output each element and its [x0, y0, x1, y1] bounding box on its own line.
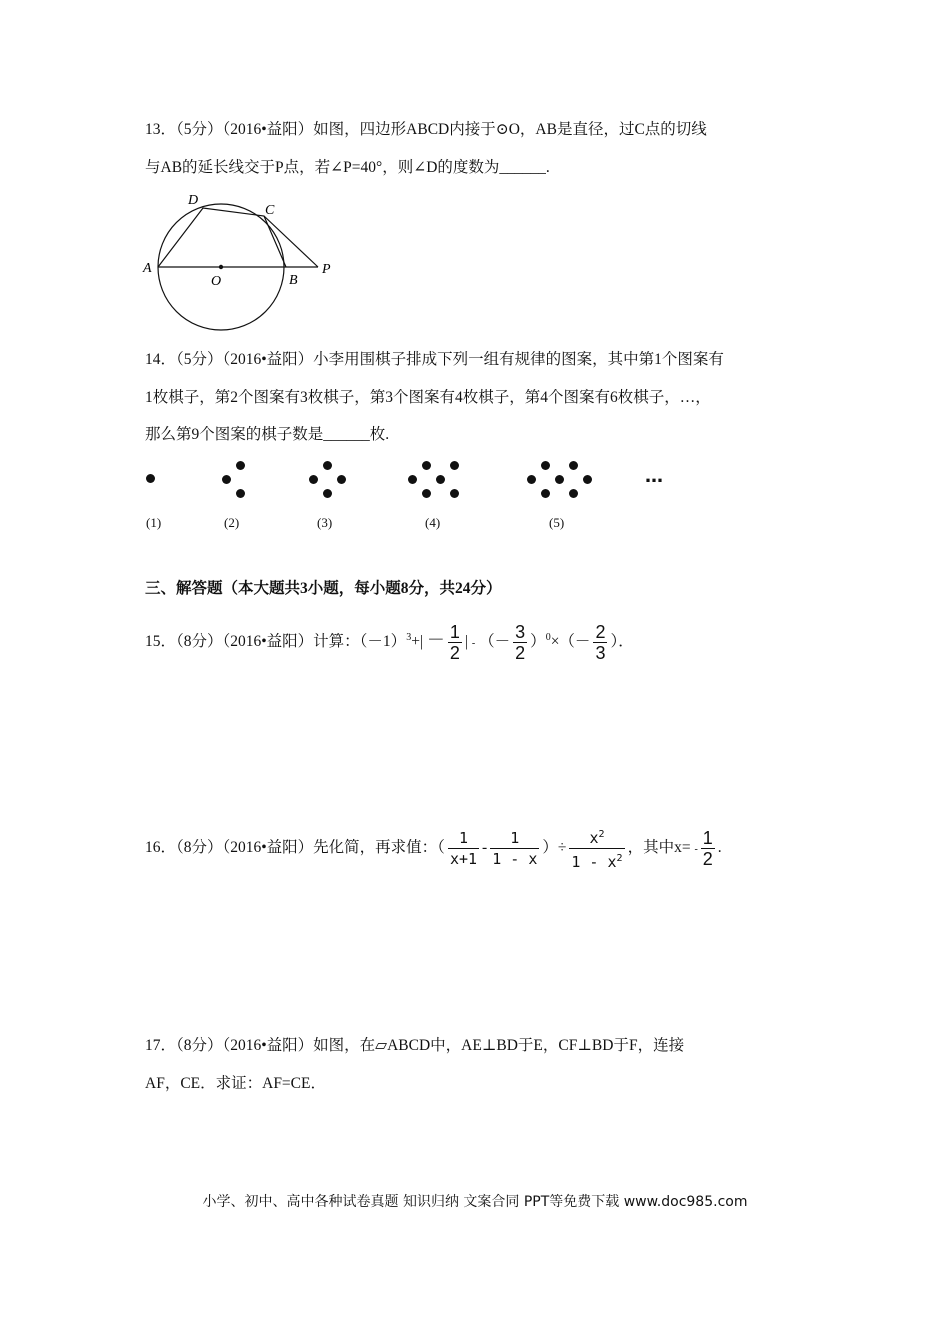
go-stone: [422, 489, 431, 498]
q17-line2: AF，CE．求证：AF=CE．: [145, 1075, 326, 1092]
label-b: B: [289, 273, 298, 288]
q16-fraction-2: $\frac{1}{1 - x}$: [492, 828, 538, 868]
section-heading: 三、解答题（本大题共3小题，每小题8分，共24分）: [145, 580, 502, 597]
go-stone: [583, 475, 592, 484]
pattern-label-2: (2): [224, 515, 240, 530]
go-stone: [555, 475, 564, 484]
tangent-cp: [264, 216, 318, 267]
pattern-label-3: (3): [317, 515, 333, 530]
q16-prefix: 16．（8分）（2016•益阳）先化简，再求值：（: [145, 839, 445, 856]
q16-tail: ，其中x=: [627, 839, 691, 856]
q15-fraction-1: $\frac{1}{2}$: [449, 622, 460, 664]
go-stone: [450, 461, 459, 470]
q16-neg: -: [694, 844, 698, 855]
q15-exp3: 3: [406, 632, 412, 643]
go-stone: [436, 475, 445, 484]
go-stone: [236, 489, 245, 498]
q14-line1: 14．（5分）（2016•益阳）小李用围棋子排成下列一组有规律的图案，其中第1个图案有: [145, 351, 724, 368]
go-stone: [450, 489, 459, 498]
q15-expression: [145, 616, 634, 666]
go-stone: [422, 461, 431, 470]
go-stone: [569, 461, 578, 470]
q16-fraction-1: $\frac{1}{x+1}$: [449, 828, 478, 868]
q17-line1: 17．（8分）（2016•益阳）如图，在▱ABCD中，AE⊥BD于E，CF⊥BD于F，连接: [145, 1037, 685, 1054]
q16-fraction-3: $\frac{x^2}{1 - x^2}$: [569, 825, 624, 872]
pattern-label-4: (4): [425, 515, 441, 530]
q14-line2: 1枚棋子，第2个图案有3枚棋子，第3个图案有4枚棋子，第4个图案有6枚棋子，…，: [145, 389, 711, 406]
q16-fraction-4: $\frac{1}{2}$: [702, 827, 713, 869]
q13-figure: [140, 188, 340, 336]
label-a: A: [143, 261, 152, 276]
go-stone: [323, 461, 332, 470]
go-stone: [323, 489, 332, 498]
go-stone: [309, 475, 318, 484]
q15-close2: ）: [530, 633, 546, 651]
q16-mid: ）÷: [542, 839, 567, 856]
q15-abs-close: |: [464, 633, 469, 651]
go-stone: [222, 475, 231, 484]
page-footer: 小学、初中、高中各种试卷真题 知识归纳 文案合同 PPT等免费下载 www.doc985.com: [202, 1194, 748, 1210]
label-p: P: [322, 262, 331, 277]
q13-line2: 与AB的延长线交于P点，若∠P=40°，则∠D的度数为______.: [145, 159, 550, 176]
label-d: D: [188, 193, 199, 208]
q13-line1: 13．（5分）（2016•益阳）如图，四边形ABCD内接于⊙O，AB是直径，过C点的切线: [145, 121, 707, 138]
q15-plus: +|: [411, 633, 424, 651]
q15-fraction-3: $\frac{2}{3}$: [595, 622, 606, 664]
q14-line3: 那么第9个图案的棋子数是______枚.: [145, 426, 390, 443]
go-stone: [541, 489, 550, 498]
go-stone: [541, 461, 550, 470]
q15-open2: （－: [479, 633, 511, 651]
q15-prefix: 15．（8分）（2016•益阳）计算：（－1）: [145, 633, 407, 651]
pattern-label-5: (5): [549, 515, 565, 530]
label-c: C: [265, 203, 275, 218]
go-stone: [527, 475, 536, 484]
go-stone: [146, 474, 155, 483]
q15-dash: -: [471, 638, 476, 650]
pattern-label-1: (1): [146, 515, 162, 530]
q15-minus: －: [426, 630, 445, 651]
q16-end: .: [717, 839, 722, 856]
pattern-ellipsis: …: [645, 466, 663, 487]
q16-minus: -: [482, 839, 488, 856]
center-point-o: [219, 265, 223, 269]
go-stone: [569, 489, 578, 498]
go-stone: [236, 461, 245, 470]
go-stone: [337, 475, 346, 484]
q16-expression: [145, 824, 722, 874]
go-stone: [408, 475, 417, 484]
q15-times: ×（－: [550, 633, 591, 651]
q15-exp0: 0: [545, 632, 551, 643]
label-o: O: [211, 274, 222, 289]
q15-close3: ）．: [610, 633, 634, 651]
q15-fraction-2: $\frac{3}{2}$: [515, 622, 526, 664]
